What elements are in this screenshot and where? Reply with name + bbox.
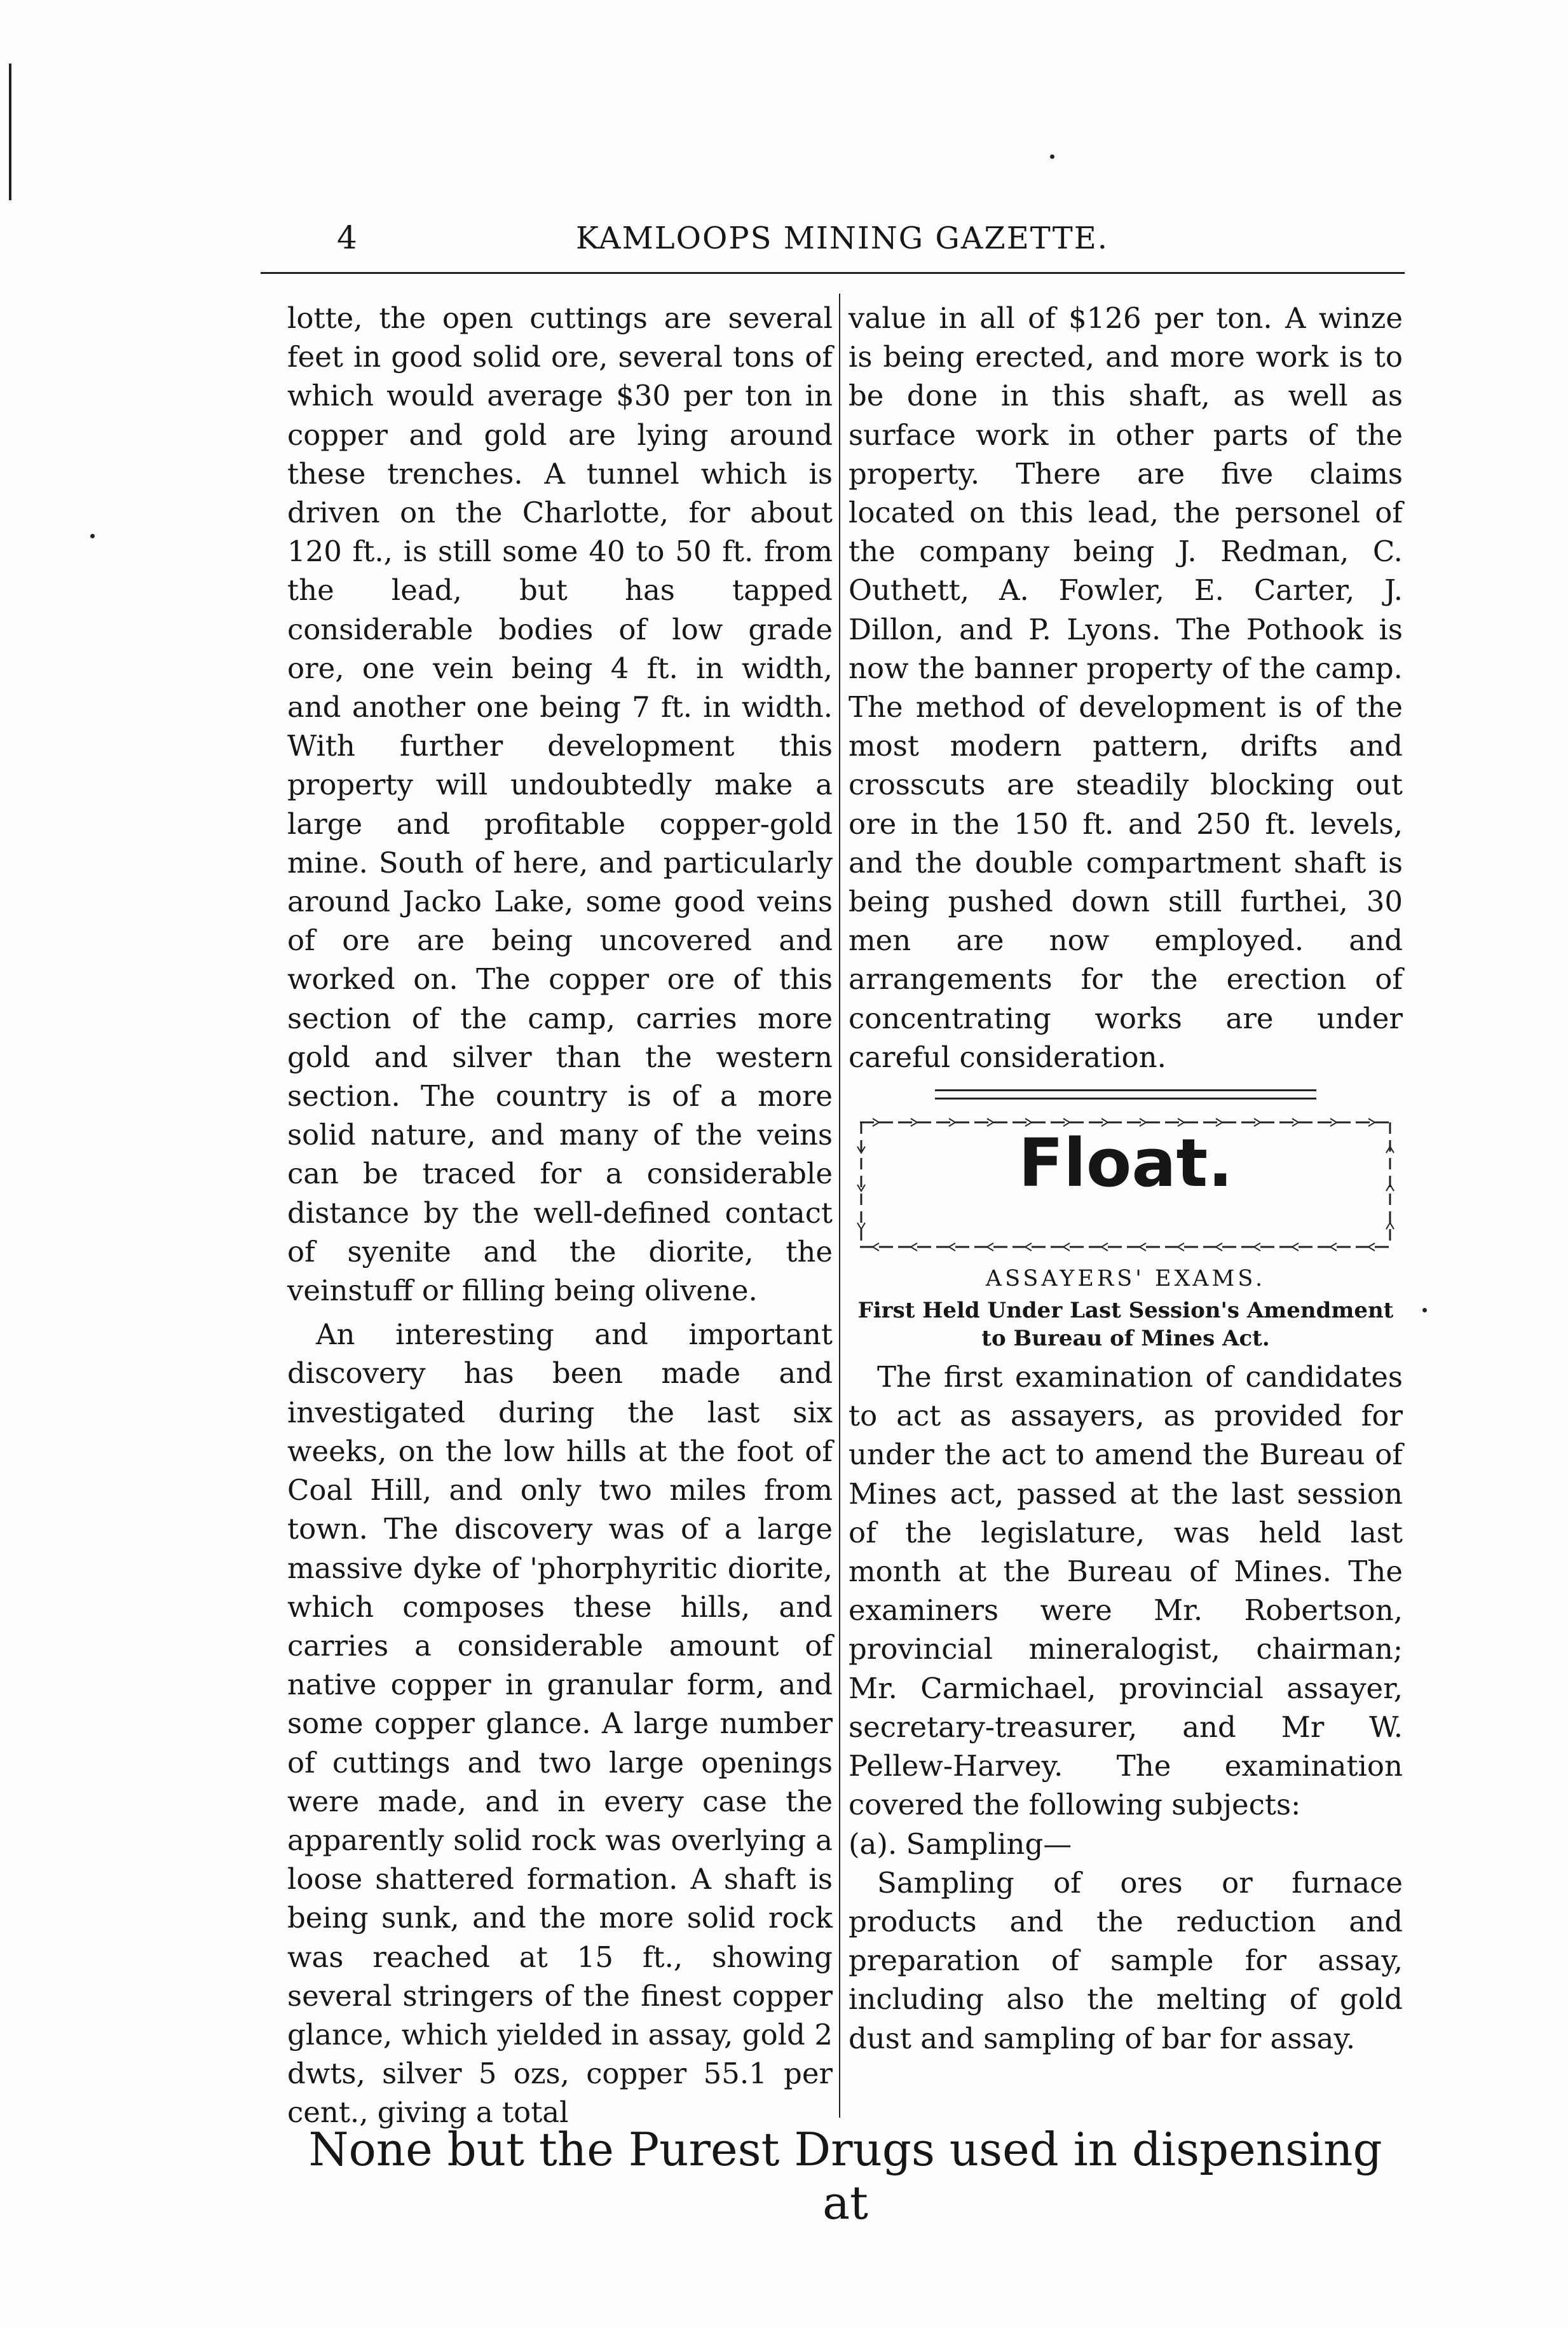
right-paragraph-3: Sampling of ores or furnace products and the reduction and preparation of sample for assay, including also the melting of gold dust and sampling of bar for assay.: [849, 1865, 1403, 2055]
left-paragraph-1: lotte, the open cuttings are several feet in good solid ore, several tons of which would average $30 per ton in copper and gold are lying around these trenches. A tunnel which is driven on the Charlotte, for about 120 ft., is still some 40 to 50 ft. from the lead, but has tapped considerable bodies of low grade ore, one vein being 4 ft. in width, and another one being 7 ft. in width. With further development this property will undoubtedly make a large and profitable copper-gold mine. South of here, and particularly around Jacko Lake, some good veins of ore are being uncovered and worked on. The copper ore of this section of the camp, carries more gold and silver than the western section. The country is of a more solid nature, and many of the veins can be traced for a considerable distance by the well-defined contact of syenite and the diorite, the veinstuff or filling being olivene.: [287, 301, 833, 1308]
header-rule: [261, 272, 1405, 274]
column-divider: [839, 294, 840, 2118]
right-column: [849, 299, 1403, 2058]
article-headline: ASSAYERS' EXAMS.: [985, 1266, 1266, 1292]
ink-speck: [1422, 1308, 1427, 1312]
right-paragraph-1: value in all of $126 per ton. A winze is being erected, and more work is to be done in this shaft, as well as surface work in other parts of the property. There are five claims located on this lead, the personel of the company being J. Redman, C. Outhett, A. Fowler, E. Carter, J. Dillon, and P. Lyons. The Pothook is now the banner property of the camp. The method of development is of the most modern pattern, drifts and crosscuts are steadily blocking out ore in the 150 ft. and 250 ft. levels, and the double compartment shaft is being pushed down still furthei, 30 men are now employed. and arrangements for the erection of concentrating works are under careful consideration.: [849, 301, 1403, 1074]
float-ornamental-box: [854, 1115, 1398, 1255]
page-header: [273, 219, 1411, 264]
article-deck: First Held Under Last Session's Amendment to Bureau of Mines Act.: [857, 1298, 1394, 1352]
ink-speck: [90, 534, 95, 538]
ink-speck: [1050, 154, 1054, 159]
running-title: KAMLOOPS MINING GAZETTE.: [575, 221, 1109, 256]
list-item-a: (a). Sampling—: [849, 1827, 1072, 1861]
left-column: [287, 299, 833, 2132]
margin-pencil-mark: [9, 64, 11, 200]
page-number: 4: [337, 219, 357, 256]
section-title-float: Float.: [1018, 1124, 1233, 1202]
right-paragraph-2: The first examination of candidates to act as assayers, as provided for under the act to amend the Bureau of Mines act, passed at the last session of the legislature, was held last month at the Bureau of Mines. The examiners were Mr. Robertson, provincial mineralogist, chairman; Mr. Carmichael, provincial assayer, secretary-treasurer, and Mr W. Pellew-Harvey. The examination covered the following subjects:: [849, 1360, 1403, 1822]
left-paragraph-2: An interesting and important discovery has been made and investigated during the last six weeks, on the low hills at the foot of Coal Hill, and only two miles from town. The discovery was of a large massive dyke of 'phorphyritic diorite, which composes these hills, and carries a considerable amount of native copper in granular form, and some copper glance. A large number of cuttings and two large openings were made, and in every case the apparently solid rock was overlying a loose shattered formation. A shaft is being sunk, and the more solid rock was reached at 15 ft., showing several stringers of the finest copper glance, which yielded in assay, gold 2 dwts, silver 5 ozs, copper 55.1 per cent., giving a total: [287, 1317, 833, 2130]
footer-advertisement: None but the Purest Drugs used in dispensing at: [308, 2123, 1382, 2229]
double-rule: [935, 1089, 1316, 1099]
